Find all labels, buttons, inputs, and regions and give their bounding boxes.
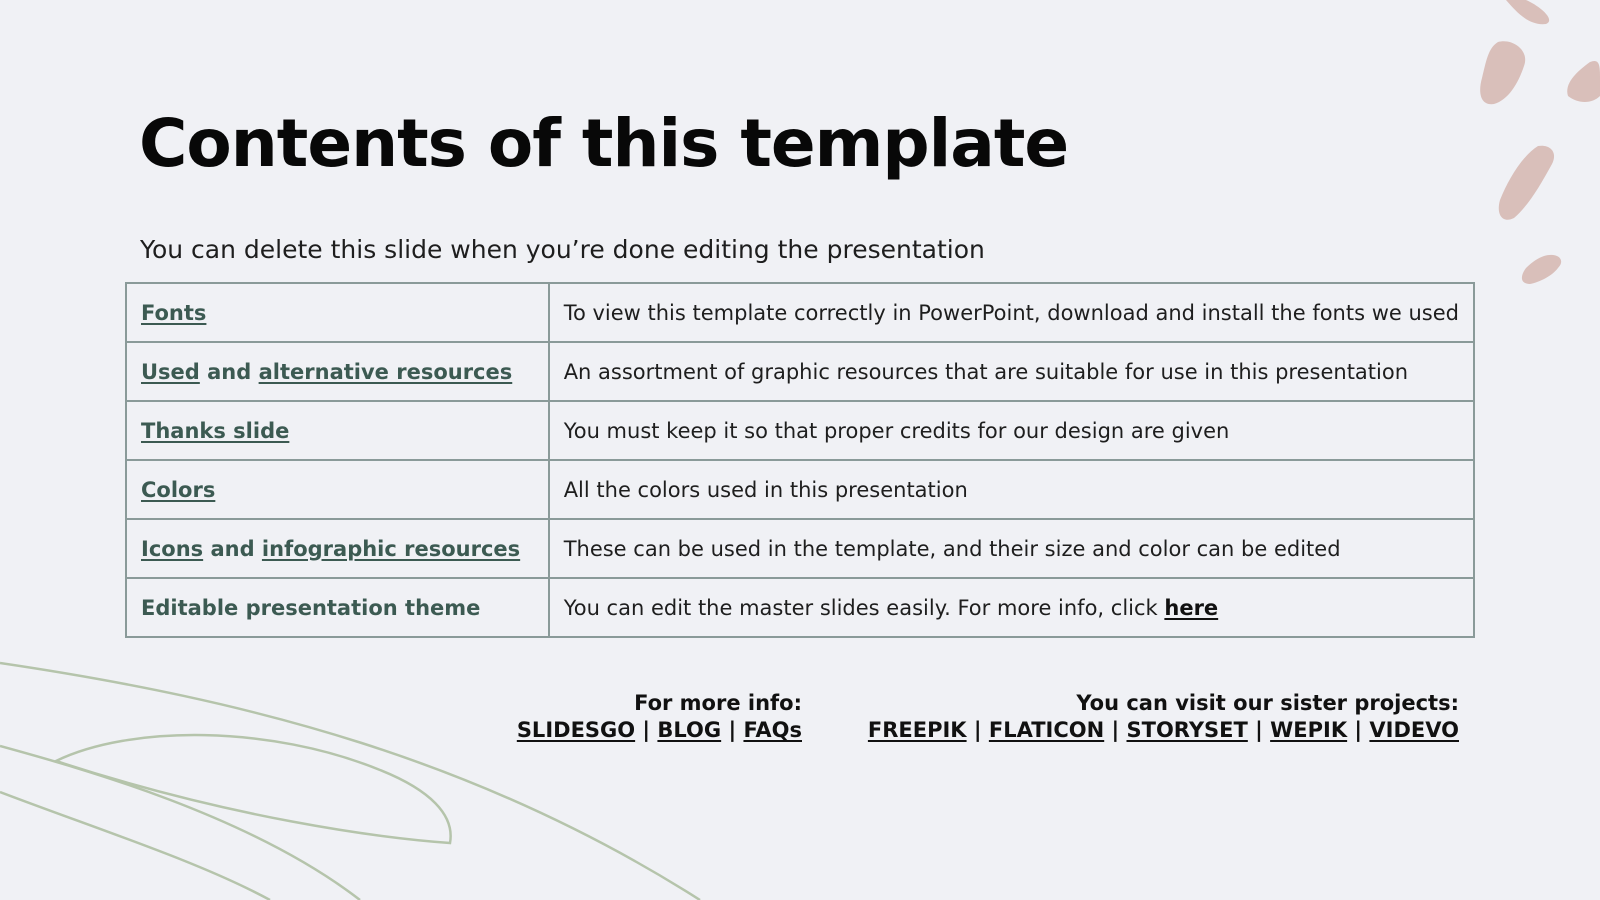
freepik-link[interactable]: FREEPIK [867,718,967,742]
sage-line [0,746,360,900]
row-label-cell [126,401,549,460]
pink-blob [1567,61,1600,102]
row-label-cell [126,519,549,578]
link-separator: | [1104,718,1127,742]
storyset-link[interactable]: STORYSET [1126,718,1248,742]
row-description: All the colors used in this presentation [549,460,1474,519]
sister-projects-links [868,717,1459,744]
row-description: To view this template correctly in PowerPoint, download and install the fonts we used [549,283,1474,342]
blog-link[interactable]: BLOG [657,718,722,742]
more-info-heading: For more info: [634,691,802,715]
table-row [126,460,1474,519]
fonts-link[interactable]: Fonts [141,300,207,325]
faqs-link[interactable]: FAQs [743,718,802,742]
infographic-resources-link[interactable]: infographic resources [261,536,521,561]
row-label-cell [126,342,549,401]
pink-blob [1499,146,1554,220]
link-separator: | [721,718,744,742]
row-description: An assortment of graphic resources that are suitable for use in this presentation [549,342,1474,401]
table-row [126,401,1474,460]
here-link[interactable]: here [1164,595,1219,620]
videvo-link[interactable]: VIDEVO [1369,718,1459,742]
table-row [126,283,1474,342]
link-separator: | [1347,718,1370,742]
sage-leaf [56,735,451,843]
row-label: Editable presentation theme [126,578,549,637]
row-label-cell [126,460,549,519]
link-separator: | [635,718,658,742]
sister-projects-heading: You can visit our sister projects: [1076,691,1459,715]
row-label-cell [126,283,549,342]
link-separator: | [966,718,989,742]
and-text: and [203,536,262,561]
wepik-link[interactable]: WEPIK [1270,718,1348,742]
page-subtitle: You can delete this slide when you’re done editing the presentation [140,235,985,264]
table-row [126,342,1474,401]
alternative-resources-link[interactable]: alternative resources [258,359,513,384]
table-row [126,578,1474,637]
more-info-links [517,717,802,744]
link-separator: | [1247,718,1271,742]
pink-blob [1522,255,1561,284]
sister-projects-block [868,690,1459,744]
and-text: and [199,359,259,384]
table-row [126,519,1474,578]
row-description-cell [549,578,1474,637]
thanks-slide-link[interactable]: Thanks slide [141,418,290,443]
slidesgo-link[interactable]: SLIDESGO [516,718,636,742]
row-description: You must keep it so that proper credits for our design are given [549,401,1474,460]
used-resources-link[interactable]: Used [141,359,200,384]
page-title: Contents of this template [139,105,1069,182]
pink-blob [1480,41,1525,104]
flaticon-link[interactable]: FLATICON [988,718,1105,742]
contents-table [125,282,1475,638]
row-description: These can be used in the template, and their size and color can be edited [549,519,1474,578]
row-description: You can edit the master slides easily. For more info, click [563,595,1165,620]
icons-link[interactable]: Icons [141,536,204,561]
more-info-block [517,690,802,744]
pink-blob [1506,0,1549,24]
colors-link[interactable]: Colors [141,477,216,502]
sage-line [0,792,270,900]
pink-blobs [1480,0,1600,284]
